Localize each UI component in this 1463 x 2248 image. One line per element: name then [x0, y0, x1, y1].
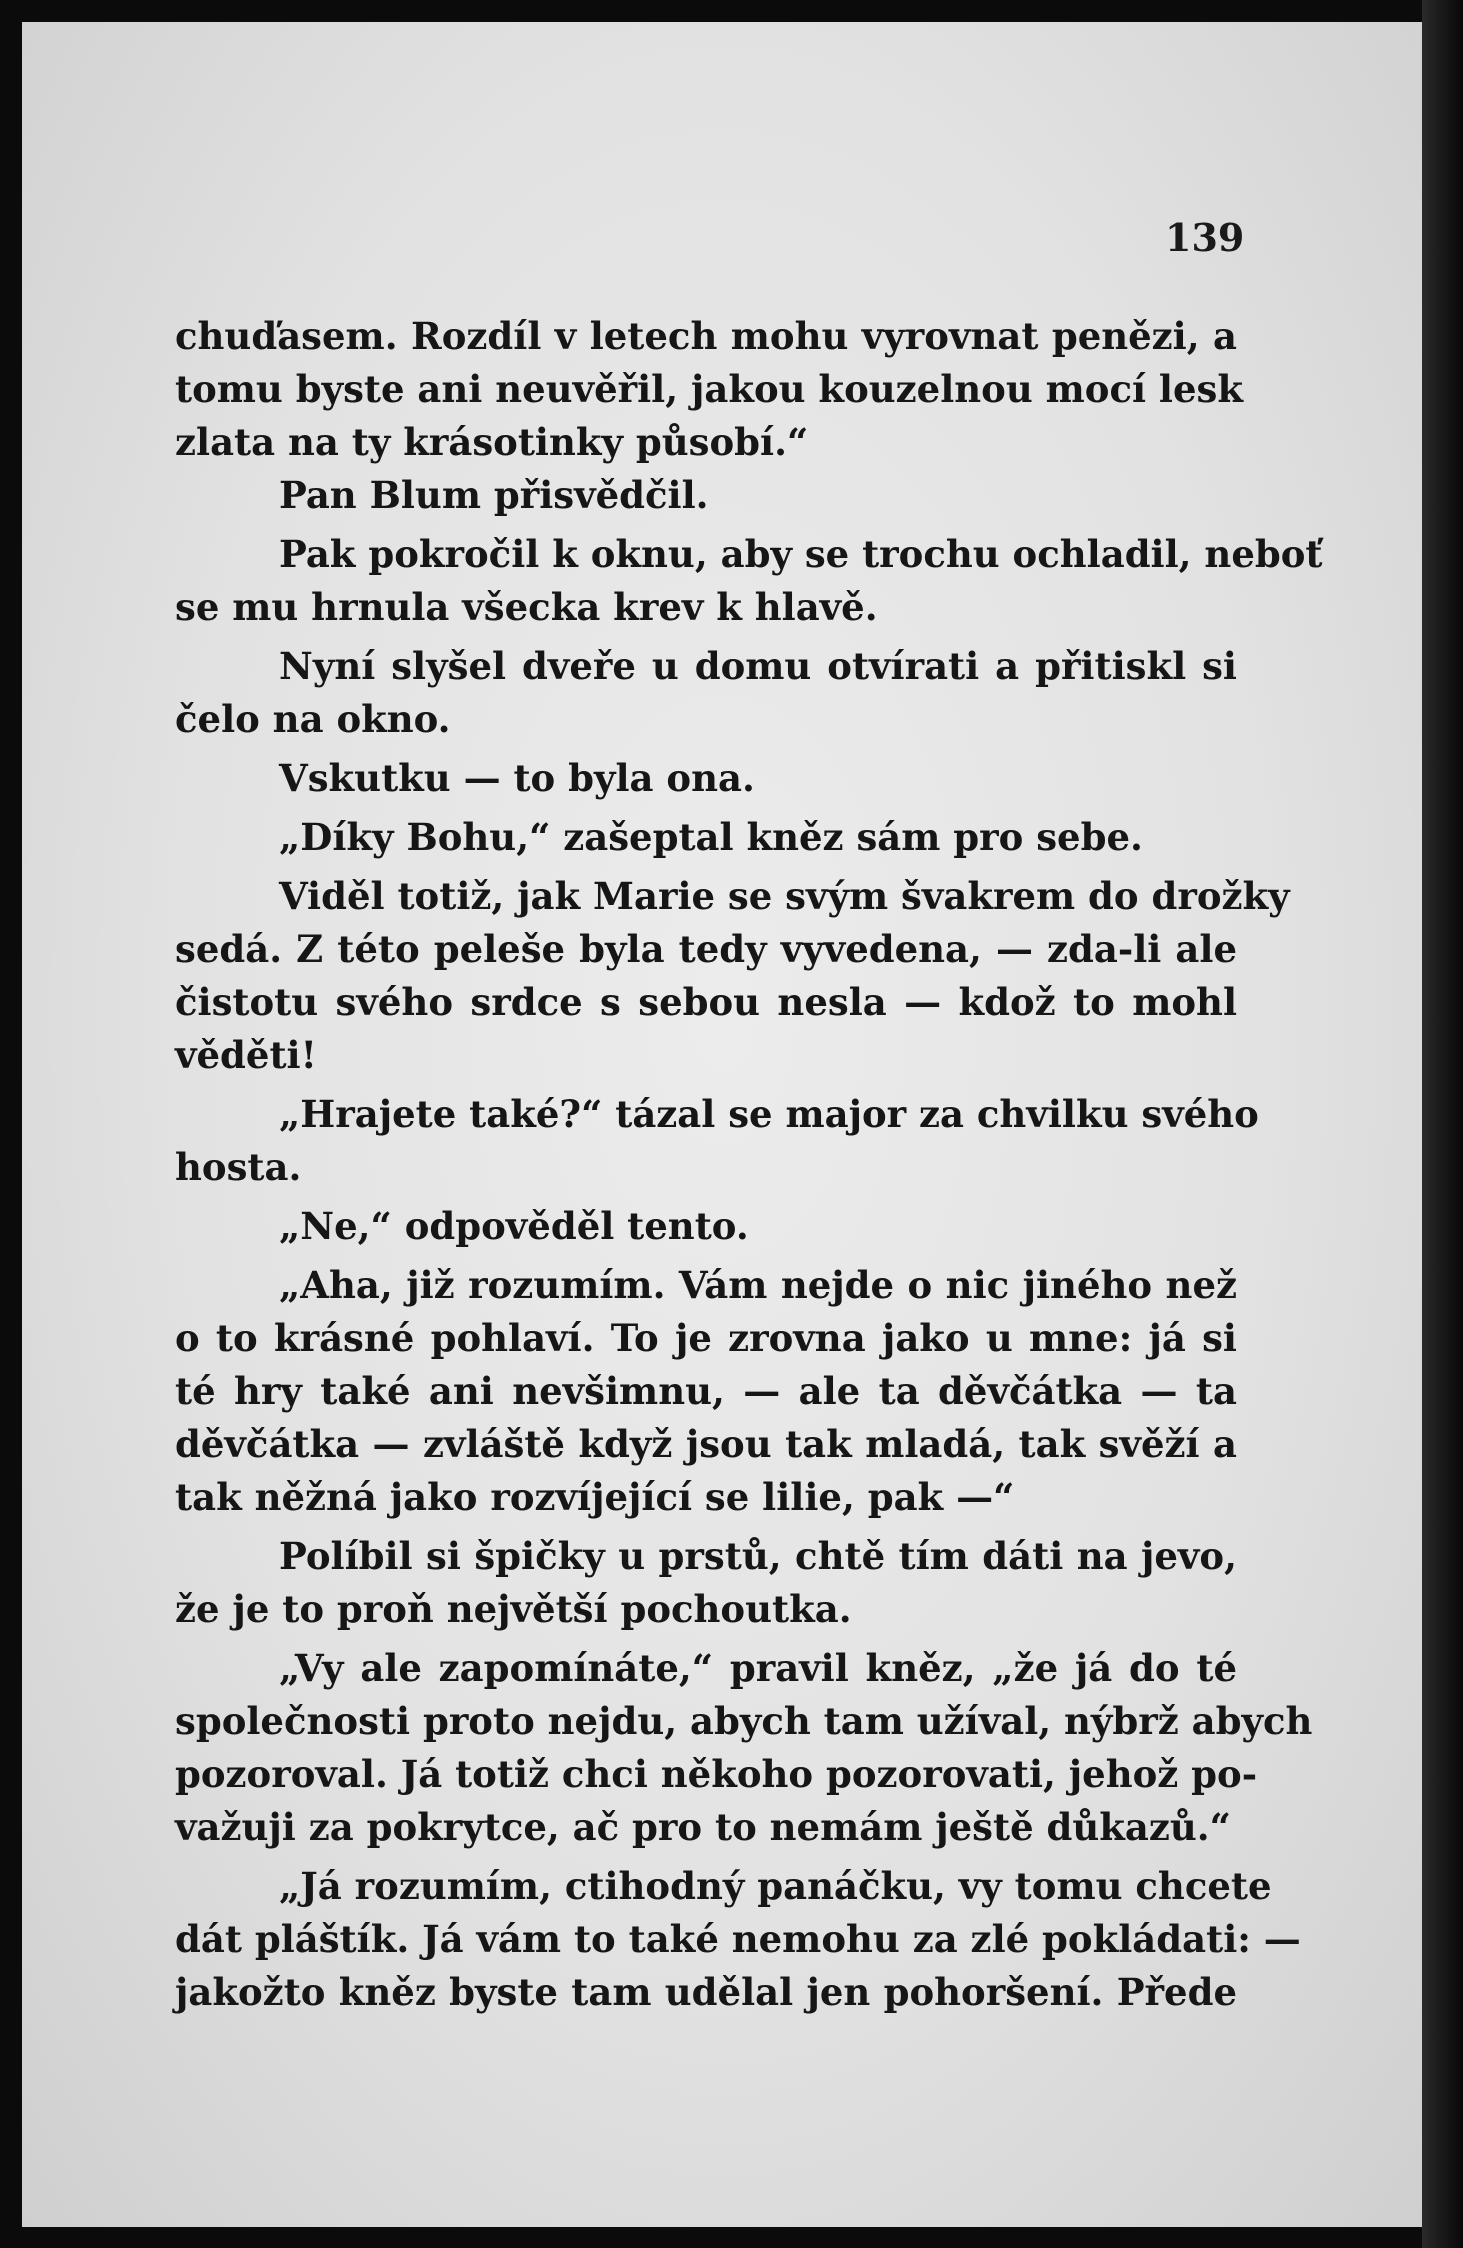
text-line: jakožto kněz byste tam udělal jen pohoršení. Přede [175, 1970, 1237, 2014]
text-line: „Hrajete také?“ tázal se major za chvilku svého [279, 1092, 1259, 1136]
text-line: Pan Blum přisvědčil. [279, 473, 709, 517]
body-text [175, 310, 1323, 2019]
text-line: Vskutku — to byla ona. [279, 756, 755, 800]
text-line: tomu byste ani neuvěřil, jakou kouzelnou mocí lesk [175, 367, 1243, 411]
text-line: Pak pokročil k oknu, aby se trochu ochladil, neboť [279, 532, 1323, 576]
text-line: „Já rozumím, ctihodný panáčku, vy tomu chcete [279, 1864, 1272, 1908]
text-line: „Díky Bohu,“ zašeptal kněz sám pro sebe. [279, 815, 1143, 859]
text-line: važuji za pokrytce, ač pro to nemám ještě důkazů.“ [175, 1805, 1231, 1849]
text-line: Políbil si špičky u prstů, chtě tím dáti na jevo, [279, 1534, 1237, 1578]
text-line: čistotu svého srdce s sebou nesla — kdož to mohl [175, 980, 1237, 1024]
book-page [22, 22, 1422, 2227]
text-line: dát pláštík. Já vám to také nemohu za zlé pokládati: — [175, 1917, 1301, 1961]
text-line: chuďasem. Rozdíl v letech mohu vyrovnat penězi, a [175, 314, 1237, 358]
text-line: „Aha, již rozumím. Vám nejde o nic jiného než [279, 1263, 1237, 1307]
text-line: věděti! [175, 1033, 317, 1077]
page-number: 139 [1165, 215, 1245, 260]
text-line: sedá. Z této peleše byla tedy vyvedena, — zda-li ale [175, 927, 1237, 971]
text-line: zlata na ty krásotinky působí.“ [175, 420, 809, 464]
text-line: že je to proň největší pochoutka. [175, 1587, 852, 1631]
text-line: se mu hrnula všecka krev k hlavě. [175, 585, 878, 629]
page-edge-shadow [1422, 0, 1463, 2248]
text-line: Nyní slyšel dveře u domu otvírati a přitiskl si [279, 644, 1237, 688]
text-line: děvčátka — zvláště když jsou tak mladá, tak svěží a [175, 1422, 1237, 1466]
text-line: pozoroval. Já totiž chci někoho pozorovati, jehož po- [175, 1752, 1258, 1796]
text-line: čelo na okno. [175, 697, 451, 741]
text-line: té hry také ani nevšimnu, — ale ta děvčátka — ta [175, 1369, 1237, 1413]
text-line: hosta. [175, 1145, 302, 1189]
text-line: tak něžná jako rozvíjející se lilie, pak —“ [175, 1475, 1015, 1519]
text-line: „Ne,“ odpověděl tento. [279, 1204, 749, 1248]
text-line: společnosti proto nejdu, abych tam užíval, nýbrž abych [175, 1699, 1313, 1743]
text-line: Viděl totiž, jak Marie se svým švakrem do drožky [279, 874, 1290, 918]
text-line: o to krásné pohlaví. To je zrovna jako u mne: já si [175, 1316, 1237, 1360]
text-line: „Vy ale zapomínáte,“ pravil kněz, „že já do té [279, 1646, 1237, 1690]
